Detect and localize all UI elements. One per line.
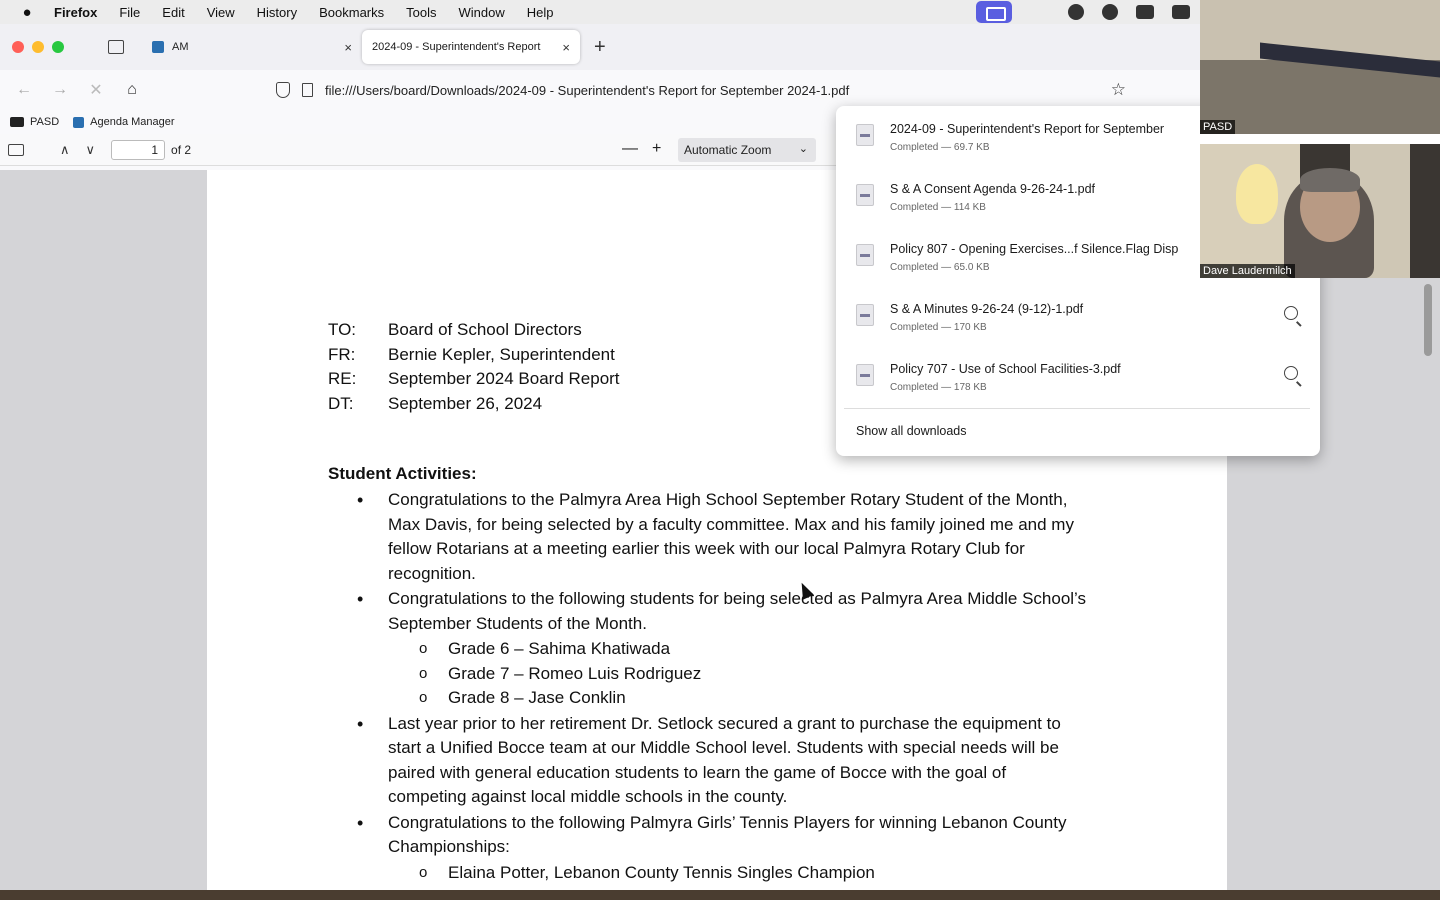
previous-page-button[interactable]: ∧	[60, 141, 70, 157]
lamp	[1236, 164, 1278, 224]
download-status: Completed — 170 KB	[890, 322, 987, 333]
show-in-folder-search-icon[interactable]	[1284, 366, 1298, 380]
download-filename: 2024-09 - Superintendent's Report for September	[890, 122, 1165, 136]
sidebar-toggle-icon[interactable]	[8, 144, 24, 156]
globe-icon[interactable]	[1102, 4, 1118, 20]
tab-superintendent-report[interactable]	[362, 30, 580, 64]
memo-re-key: RE:	[328, 369, 357, 388]
bullet-item: • Congratulations to the following Palmyra Girls’ Tennis Players for winning Lebanon County Championships:	[357, 811, 1087, 860]
tracking-protection-shield-icon[interactable]	[276, 82, 290, 98]
download-item[interactable]	[836, 346, 1320, 404]
memo-from-key: FR:	[328, 344, 356, 364]
pdf-file-icon	[856, 304, 874, 326]
zoom-out-button[interactable]: —	[622, 140, 638, 157]
home-button[interactable]: ⌂	[127, 81, 137, 98]
person-hair	[1300, 168, 1360, 192]
apple-menu-icon[interactable]: ●	[22, 3, 32, 21]
download-filename: Policy 807 - Opening Exercises...f Silence.Flag Disp	[890, 242, 1179, 256]
download-filename: S & A Minutes 9-26-24 (9-12)-1.pdf	[890, 302, 1084, 316]
sub-bullet-list	[357, 637, 1087, 711]
page-number-input[interactable]: 1	[111, 140, 165, 160]
show-all-downloads-button[interactable]: Show all downloads	[856, 424, 967, 438]
download-status: Completed — 114 KB	[890, 202, 986, 213]
download-status: Completed — 178 KB	[890, 382, 987, 393]
next-page-button[interactable]: ∨	[85, 141, 96, 157]
bookmark-pasd[interactable]	[10, 116, 59, 128]
forward-button[interactable]: →	[52, 81, 68, 98]
desktop-strip	[0, 890, 1440, 900]
tab-label: AM	[172, 41, 189, 53]
bullet-item: • Congratulations to the following students for being selected as Palmyra Area Middle School’s September Students of the Month.	[357, 587, 1087, 636]
zoom-controls	[622, 140, 661, 158]
bookmark-agenda-manager[interactable]	[73, 116, 174, 128]
memo-to-value: Board of School Directors	[388, 320, 582, 339]
tab-close-icon[interactable]: ×	[562, 39, 570, 55]
scrollbar-thumb[interactable]	[1424, 284, 1432, 356]
menu-view[interactable]: View	[206, 4, 235, 20]
bookmark-star-icon[interactable]: ☆	[1110, 80, 1126, 99]
minimize-window-button[interactable]	[32, 41, 44, 53]
back-button[interactable]: ←	[16, 81, 32, 98]
tab-close-icon[interactable]: ×	[344, 39, 352, 55]
bookmark-label: PASD	[30, 116, 60, 128]
bookmark-label: Agenda Manager	[90, 116, 175, 128]
nav-bar	[0, 70, 1200, 110]
menu-window[interactable]: Window	[458, 4, 505, 20]
menu-file[interactable]: File	[119, 4, 141, 20]
video-label: Dave Laudermilch	[1200, 264, 1295, 278]
chevron-down-icon: ⌄	[798, 143, 808, 155]
zoom-in-button[interactable]: +	[652, 140, 662, 157]
pdf-file-icon	[856, 364, 874, 386]
agenda-manager-favicon-icon	[73, 117, 84, 128]
tab-strip	[0, 24, 1200, 70]
download-filename: Policy 707 - Use of School Facilities-3.pdf	[890, 362, 1121, 376]
sub-bullet-item: o Elaina Potter, Lebanon County Tennis Singles Champion	[357, 861, 1087, 886]
memo-to-key: TO:	[328, 320, 357, 339]
firefox-view-icon[interactable]	[108, 40, 124, 54]
sub-bullet-list	[357, 861, 1087, 886]
memo-header	[328, 318, 620, 416]
pdf-file-icon	[856, 244, 874, 266]
new-tab-button[interactable]: +	[594, 35, 606, 58]
creative-cloud-icon[interactable]	[1068, 4, 1084, 20]
zoom-select[interactable]	[678, 138, 816, 162]
download-filename: S & A Consent Agenda 9-26-24-1.pdf	[890, 182, 1096, 196]
pdf-file-icon	[856, 184, 874, 206]
sub-bullet-item: o Grade 6 – Sahima Khatiwada	[357, 637, 1087, 662]
menu-app-firefox[interactable]: Firefox	[54, 4, 98, 20]
menu-edit[interactable]: Edit	[162, 4, 185, 20]
url-text[interactable]: file:///Users/board/Downloads/2024-09 - Superintendent's Report for September 2024-1.pdf	[325, 82, 850, 98]
show-in-folder-search-icon[interactable]	[1284, 306, 1298, 320]
pdf-file-icon	[856, 124, 874, 146]
menu-help[interactable]: Help	[526, 4, 554, 20]
agenda-manager-favicon-icon	[152, 41, 164, 53]
status-icons	[976, 0, 1190, 24]
memo-date-key: DT:	[328, 393, 354, 413]
download-item[interactable]	[836, 286, 1320, 344]
memo-from-value: Bernie Kepler, Superintendent	[388, 344, 615, 364]
bullet-item: • Last year prior to her retirement Dr. Setlock secured a grant to purchase the equipment to start a Unified Bocce team at our Middle School level. Students with special needs will be paired with general education students to learn the game of Bocce with the goal of competing against local middle schools in the county.	[357, 712, 1087, 810]
zoom-window-button[interactable]	[52, 41, 64, 53]
page-info-icon[interactable]	[302, 83, 313, 97]
tab-am[interactable]	[142, 30, 362, 64]
stop-button[interactable]: ✕	[89, 82, 103, 99]
divider	[844, 408, 1310, 409]
display-icon[interactable]	[1136, 5, 1154, 19]
close-window-button[interactable]	[12, 41, 24, 53]
zoom-select-value: Automatic Zoom	[684, 143, 772, 157]
download-status: Completed — 65.0 KB	[890, 262, 990, 273]
bullet-item: • Congratulations to the Palmyra Area High School September Rotary Student of the Month, Max Davis, for being selected by a faculty committee. Max and his family joined me and my fellow Rotarians at a meeting earlier this week with our local Palmyra Rotary Club for recognition.	[357, 488, 1087, 586]
memo-date-value: September 26, 2024	[388, 393, 543, 413]
video-tile-person	[1200, 144, 1440, 278]
video-tile-room	[1200, 0, 1440, 134]
window-controls	[12, 41, 64, 53]
tab-label: 2024-09 - Superintendent's Report	[372, 41, 541, 53]
memo-re-value: September 2024 Board Report	[388, 369, 620, 388]
bullet-list	[357, 488, 1087, 886]
menu-history[interactable]: History	[256, 4, 298, 20]
battery-icon[interactable]	[1172, 5, 1190, 19]
section-heading: Student Activities:	[328, 464, 477, 483]
screen-share-icon[interactable]	[976, 1, 1012, 23]
sub-bullet-item: o Grade 7 – Romeo Luis Rodriguez	[357, 662, 1087, 687]
address-bar[interactable]	[266, 74, 1146, 106]
menu-bookmarks[interactable]: Bookmarks	[319, 4, 385, 20]
menu-tools[interactable]: Tools	[406, 4, 437, 20]
sub-bullet-item: o Grade 8 – Jase Conklin	[357, 686, 1087, 711]
video-label: PASD	[1200, 120, 1235, 134]
download-status: Completed — 69.7 KB	[890, 142, 990, 153]
pasd-favicon-icon	[10, 117, 24, 127]
page-total: of 2	[171, 142, 192, 157]
